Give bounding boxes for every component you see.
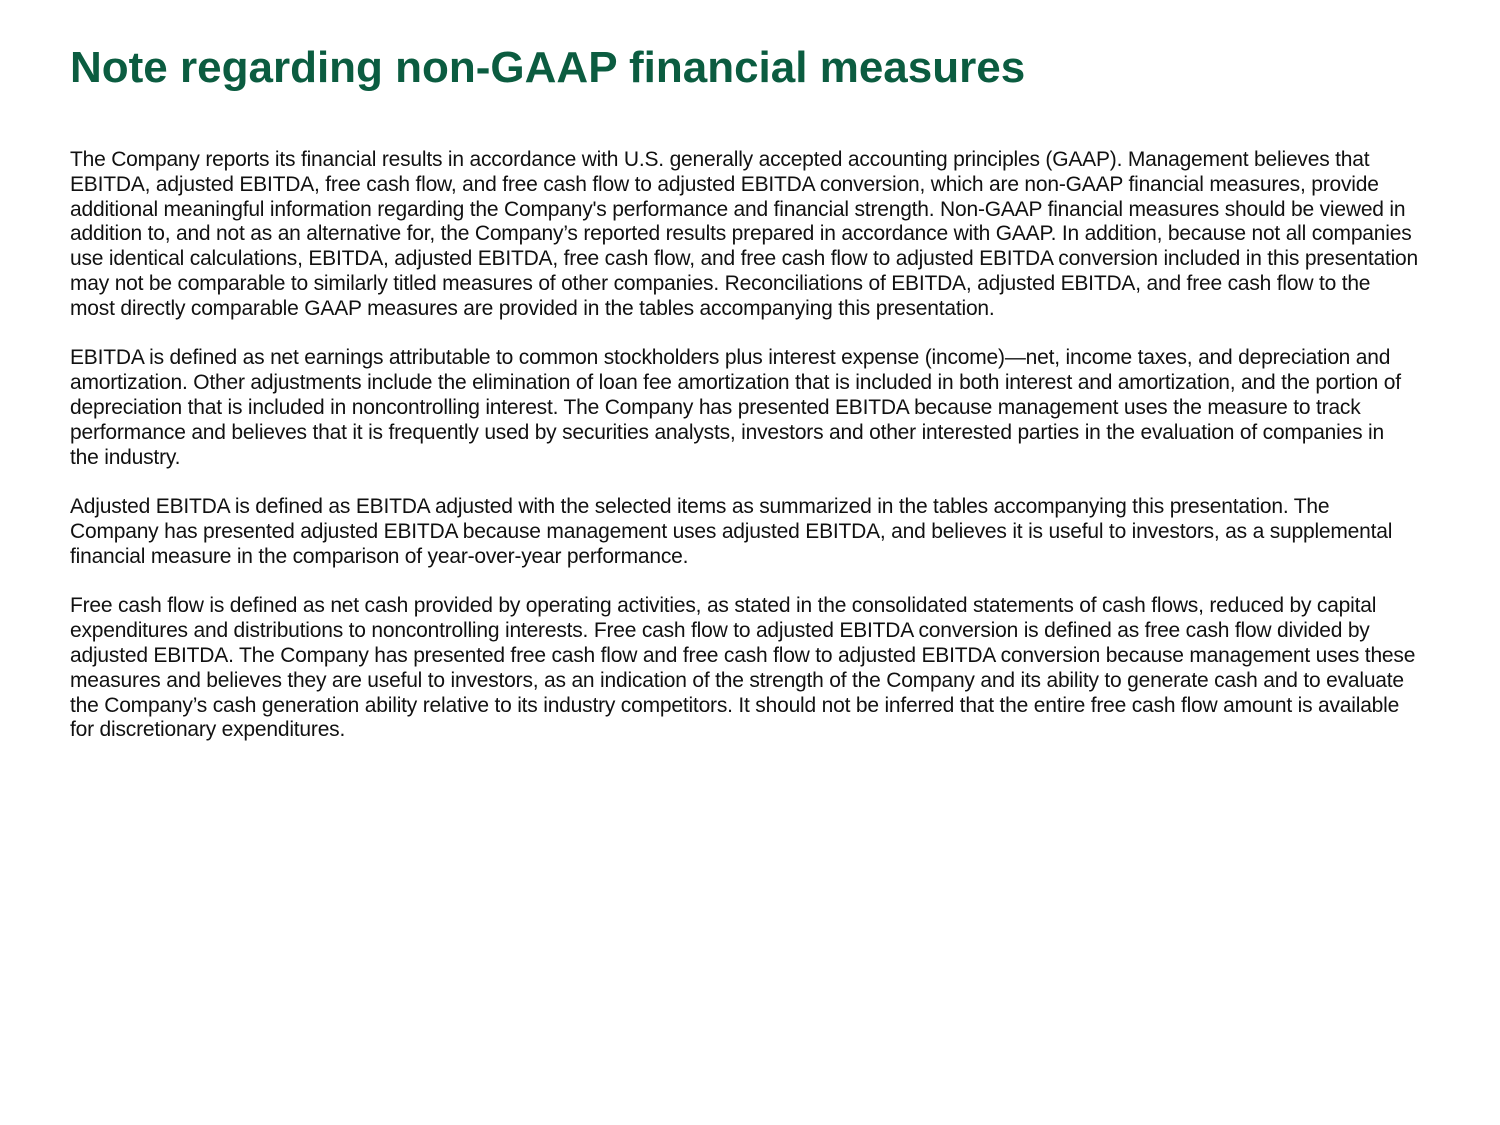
slide-title: Note regarding non-GAAP financial measures	[70, 43, 1026, 92]
body-text	[70, 148, 1418, 768]
paragraph-free-cash-flow-definition: Free cash flow is defined as net cash provided by operating activities, as stated in the consolidated statements of cash flows, reduced by capital expenditures and distributions to noncontrolling interests. Free cash flow to adjusted EBITDA conversion is defined as free cash flow divided by adjusted EBITDA. The Company has presented free cash flow and free cash flow to adjusted EBITDA conversion because management uses these measures and believes they are useful to investors, as an indication of the strength of the Company and its ability to generate cash and to evaluate the Company’s cash generation ability relative to its industry competitors. It should not be inferred that the entire free cash flow amount is available for discretionary expenditures.	[70, 594, 1416, 742]
paragraph-adjusted-ebitda-definition: Adjusted EBITDA is defined as EBITDA adjusted with the selected items as summarized in the tables accompanying this presentation. The Company has presented adjusted EBITDA because management uses adjusted EBITDA, and believes it is useful to investors, as a supplemental financial measure in the comparison of year-over-year performance.	[70, 495, 1393, 568]
paragraph-ebitda-definition: EBITDA is defined as net earnings attributable to common stockholders plus interest expense (income)—net, income taxes, and depreciation and amortization. Other adjustments include the elimination of loan fee amortization that is included in both interest and amortization, and the portion of depreciation that is included in noncontrolling interest. The Company has presented EBITDA because management uses the measure to track performance and believes that it is frequently used by securities analysts, investors and other interested parties in the evaluation of companies in the industry.	[70, 346, 1401, 469]
paragraph-gaap-overview: The Company reports its financial results in accordance with U.S. generally accepted accounting principles (GAAP). Management believes that EBITDA, adjusted EBITDA, free cash flow, and free cash flow to adjusted EBITDA conversion, which are non-GAAP financial measures, provide additional meaningful information regarding the Company's performance and financial strength. Non-GAAP financial measures should be viewed in addition to, and not as an alternative for, the Company’s reported results prepared in accordance with GAAP. In addition, because not all companies use identical calculations, EBITDA, adjusted EBITDA, free cash flow, and free cash flow to adjusted EBITDA conversion included in this presentation may not be comparable to similarly titled measures of other companies. Reconciliations of EBITDA, adjusted EBITDA, and free cash flow to the most directly comparable GAAP measures are provided in the tables accompanying this presentation.	[70, 148, 1418, 320]
